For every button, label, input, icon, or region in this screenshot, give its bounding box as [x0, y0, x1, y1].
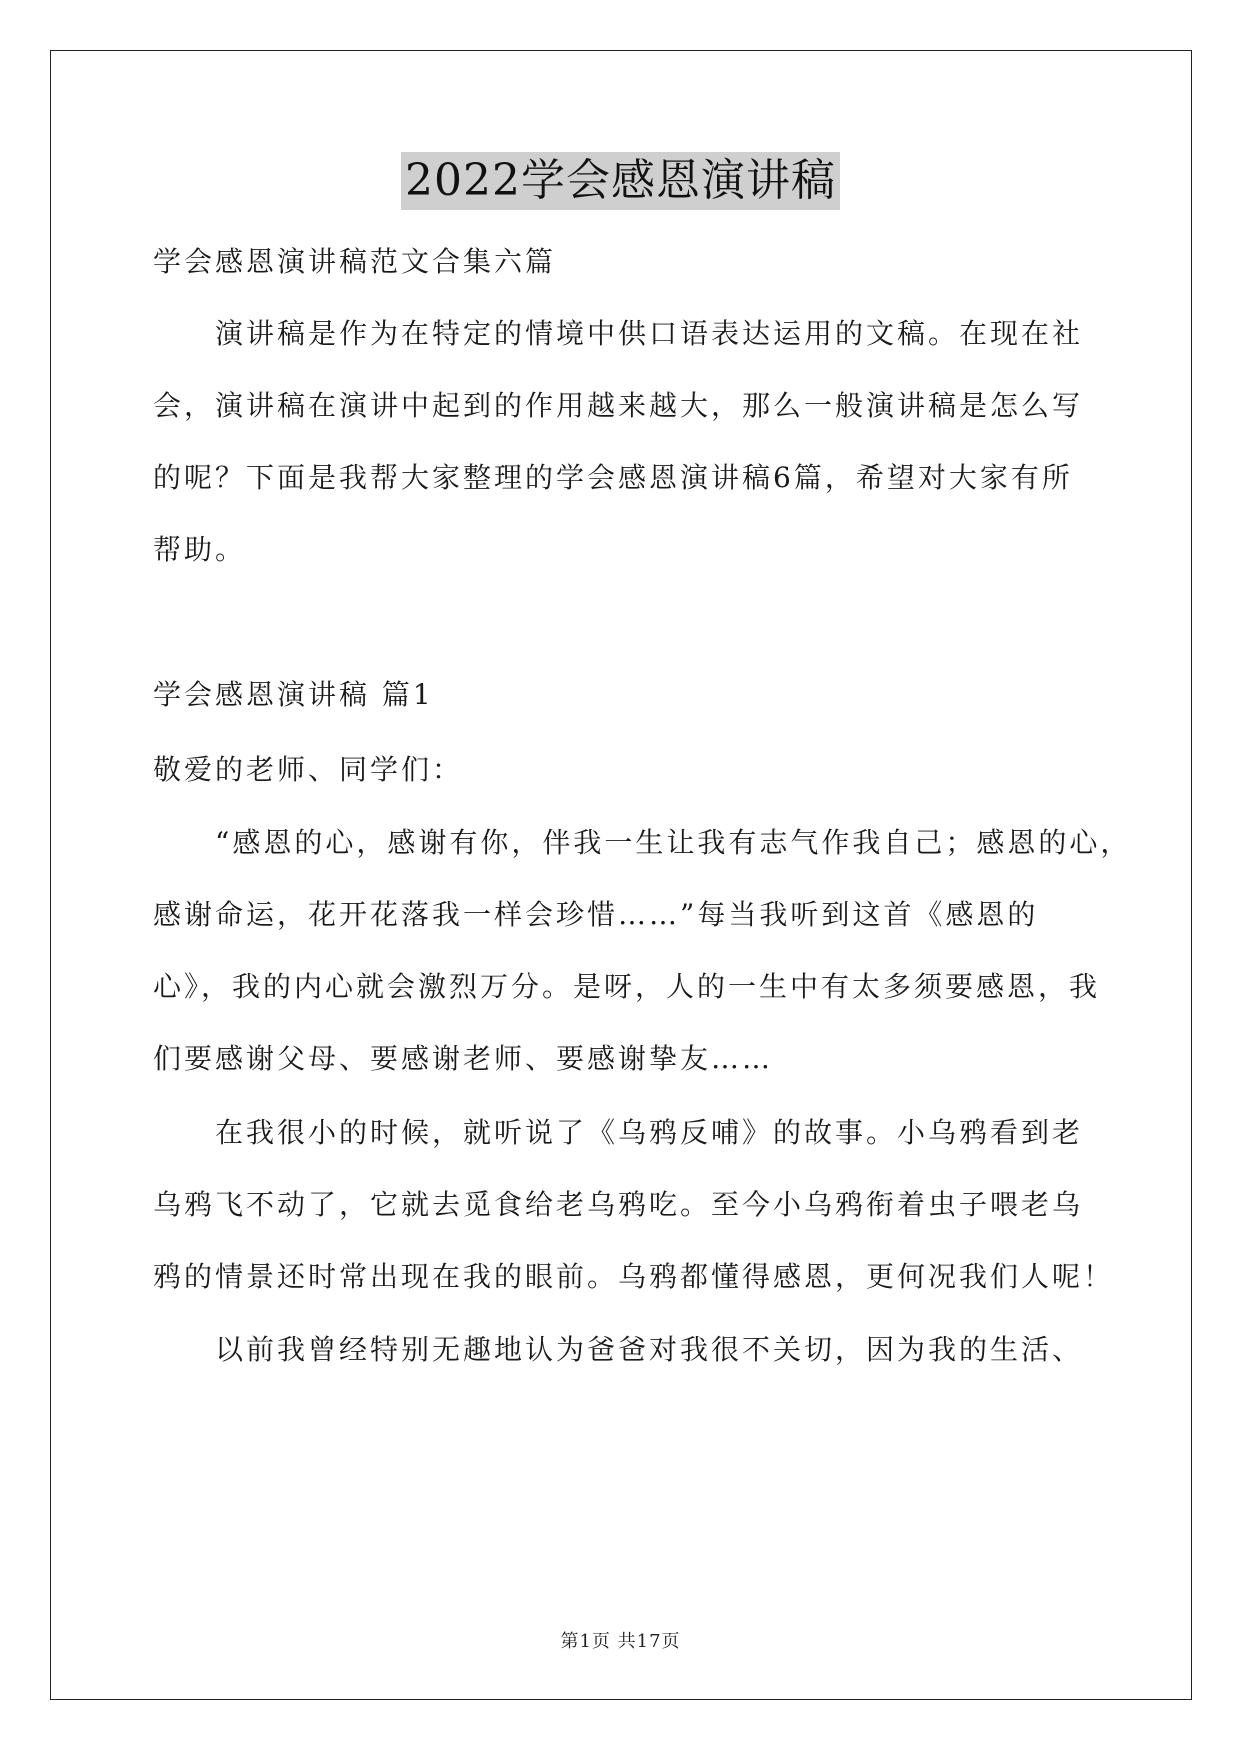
intro-line: 会，演讲稿在演讲中起到的作用越来越大，那么一般演讲稿是怎么写 [153, 389, 1084, 422]
intro-line: 帮助。 [153, 533, 247, 566]
page-number: 第1页 共17页 [560, 1631, 681, 1652]
page-border [50, 50, 1192, 1700]
paragraph-line: 们要感谢父母、要感谢老师、要感谢挚友…… [153, 1042, 774, 1075]
paragraph-line: 乌鸦飞不动了，它就去觅食给老乌鸦吃。至今小乌鸦衔着虫子喂老乌 [153, 1188, 1084, 1221]
paragraph-line: 感谢命运，花开花落我一样会珍惜……”每当我听到这首《感恩的 [153, 898, 1039, 931]
paragraph-line: 鸦的情景还时常出现在我的眼前。乌鸦都懂得感恩，更何况我们人呢！ [153, 1260, 1115, 1293]
paragraph-line: 心》，我的内心就会激烈万分。是呀，人的一生中有太多须要感恩，我 [153, 970, 1101, 1003]
paragraph-line: 在我很小的时候，就听说了《乌鸦反哺》的故事。小乌鸦看到老 [215, 1116, 1084, 1149]
paragraph-line: “感恩的心，感谢有你，伴我一生让我有志气作我自己；感恩的心， [215, 826, 1132, 859]
intro-line: 演讲稿是作为在特定的情境中供口语表达运用的文稿。在现在社 [215, 317, 1084, 350]
intro-line: 的呢？下面是我帮大家整理的学会感恩演讲稿6篇，希望对大家有所 [153, 461, 1073, 494]
paragraph-line: 以前我曾经特别无趣地认为爸爸对我很不关切，因为我的生活、 [215, 1333, 1084, 1366]
title-container [0, 152, 1241, 210]
salutation: 敬爱的老师、同学们： [153, 753, 464, 786]
subtitle: 学会感恩演讲稿范文合集六篇 [153, 245, 557, 278]
section-heading: 学会感恩演讲稿 篇1 [153, 678, 434, 711]
document-title: 2022学会感恩演讲稿 [401, 152, 840, 210]
